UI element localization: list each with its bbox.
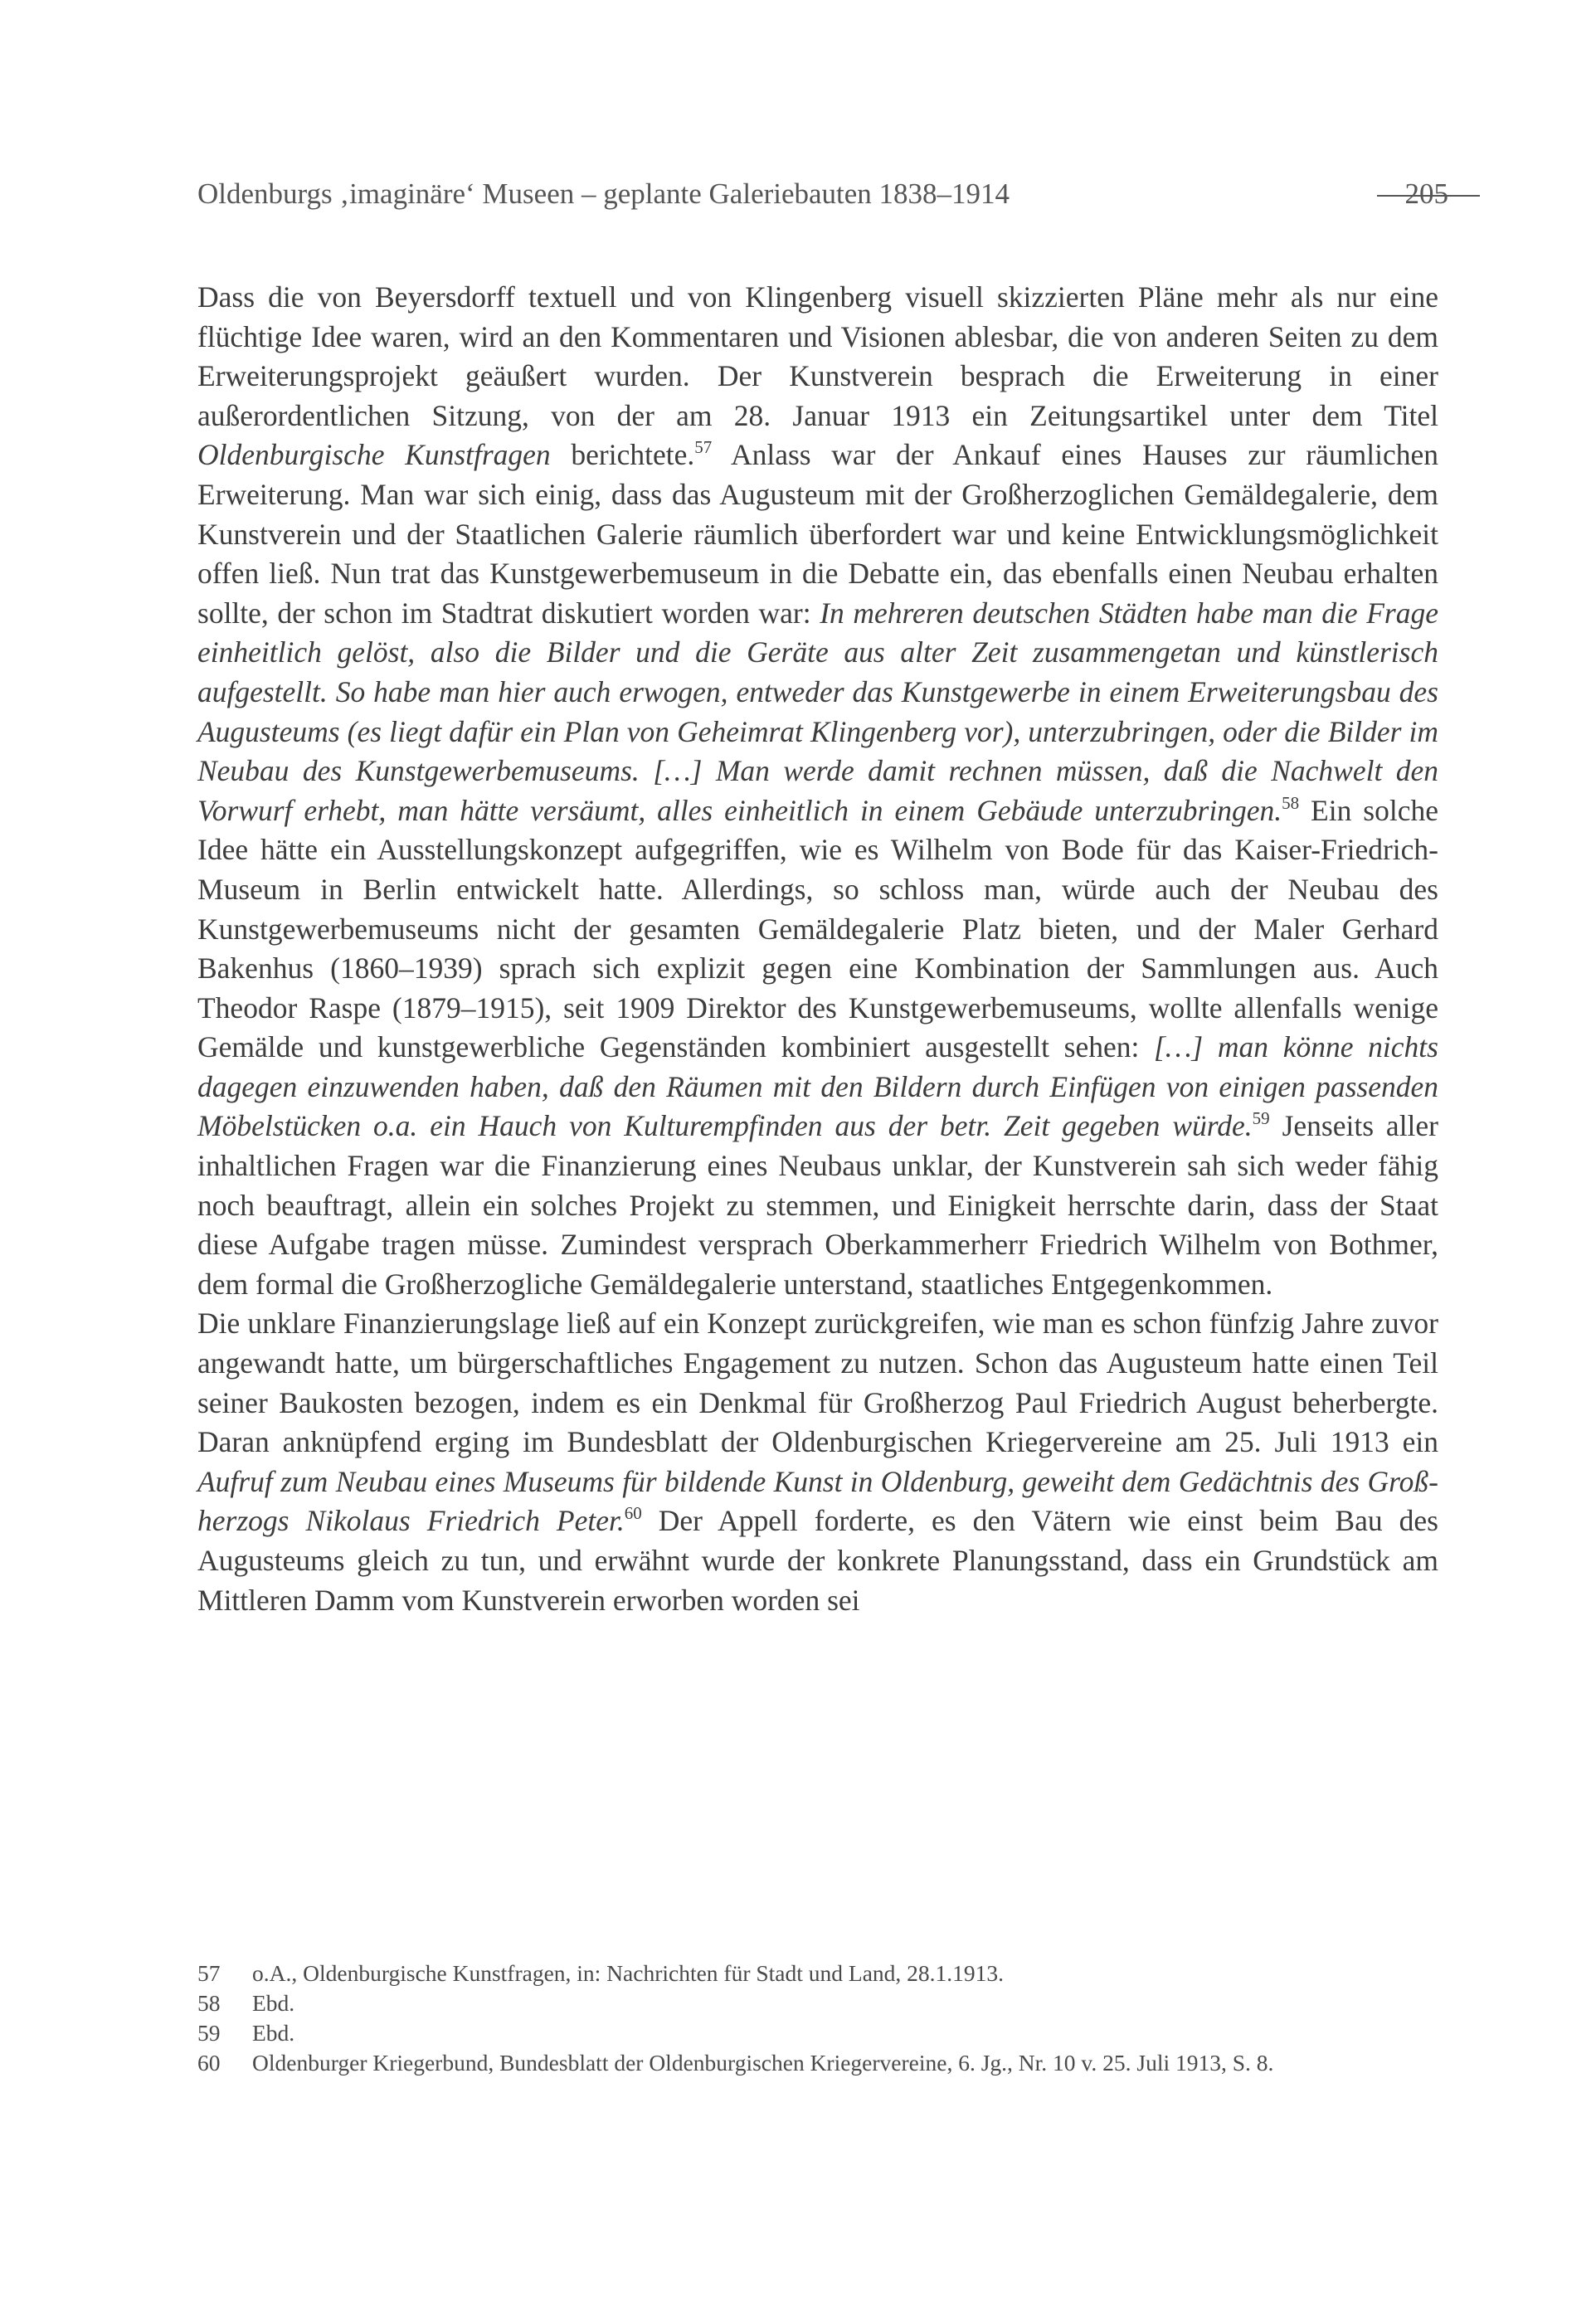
paragraph	[197, 278, 1438, 1304]
footnote-ref: 60	[624, 1503, 642, 1524]
italic-quote: In mehreren deutschen Städten habe man die Frage einheitlich gelöst, also die Bilder und die Geräte aus alter Zeit zusammengetan und künstlerisch aufgestellt. So habe man hier auch erwogen, entweder das Kunstgewerbe in einem Erweiterungsbau des Augusteums (es liegt dafür ein Plan von Geheimrat Klingenberg vor), unterzubringen, oder die Bilder im Neubau des Kunstgewerbemuseums. […] Man werde damit rechnen müssen, daß die Nachwelt den Vorwurf erhebt, man hätte versäumt, alles einheitlich in einem Gebäude unterzubringen.	[197, 596, 1438, 827]
paragraph	[197, 1304, 1438, 1620]
text-run: Die unklare Finanzierungslage ließ auf ein Konzept zurückgreifen, wie man es schon fünfzig Jahre zuvor angewandt hatte, um bürgerschaftliches Engagement zu nutzen. Schon das Augusteum hatte einen Teil seiner Baukosten bezogen, indem es ein Denkmal für Großherzog Paul Friedrich August beherbergte. Daran anknüpfend erging im Bundesblatt der Oldenburgischen Kriegervereine am 25. Juli 1913 ein	[197, 1307, 1438, 1459]
running-header-title: Oldenburgs ‚imaginäre‘ Museen – geplante Galeriebauten 1838–1914	[197, 178, 1010, 210]
text-run: Ein solche Idee hätte ein Ausstellungskonzept aufgegriffen, wie es Wilhelm von Bode für das Kaiser-Friedrich-Museum in Berlin entwickelt hatte. Allerdings, so schloss man, würde auch der Neubau des Kunstgewerbemuseums nicht der gesamten Gemäldegalerie Platz bieten, und der Maler Gerhard Bakenhus (1860–1939) sprach sich explizit gegen eine Kombination der Sammlungen aus. Auch Theodor Raspe (1879–1915), seit 1909 Direktor des Kunstgewerbemuseums, wollte allenfalls wenige Gemälde und kunstgewerbliche Gegenständen kombiniert ausgestellt sehen:	[197, 793, 1438, 1064]
footnote	[197, 1988, 1438, 2018]
text-run: Jenseits aller inhaltlichen Fragen war die Finanzierung eines Neubaus unklar, der Kunstverein sah sich weder fähig noch beauftragt, allein ein solches Projekt zu stemmen, und Einigkeit herrschte darin, dass der Staat diese Aufgabe tragen müsse. Zumindest versprach Oberkammerherr Friedrich Wilhelm von Bothmer, dem formal die Großherzogliche Gemäldegalerie unterstand, staatliches Entgegenkommen.	[197, 1109, 1438, 1301]
footnote-ref: 57	[694, 437, 713, 458]
footnote-ref: 59	[1252, 1108, 1270, 1129]
page-number: 205	[1404, 178, 1448, 210]
text-run: berichtete.	[550, 438, 695, 472]
footnote-text: Oldenburger Kriegerbund, Bundesblatt der Oldenburgischen Kriegervereine, 6. Jg., Nr. 10 v. 25. Juli 1913, S. 8.	[252, 2050, 1274, 2076]
italic-title: Aufruf zum Neubau eines Museums für bildende Kunst in Oldenburg, geweiht dem Gedächtnis des Großherzogs Nikolaus Friedrich Peter.	[197, 1464, 1438, 1538]
italic-title: Oldenburgische Kunstfragen	[197, 438, 551, 472]
text-run: Der Appell forderte, es den Vätern wie einst beim Bau des Augusteums gleich zu tun, und erwähnt wurde der konkrete Planungsstand, dass ein Grundstück am Mittleren Damm vom Kunstverein erworben worden sei	[197, 1504, 1438, 1617]
italic-quote: […] man könne nichts dagegen einzuwenden haben, daß den Räumen mit den Bildern durch Einfügen von einigen passenden Möbelstücken o.a. ein Hauch von Kulturempfinden aus der betr. Zeit gegeben würde.	[197, 1030, 1438, 1143]
text-run: Anlass war der Ankauf eines Hauses zur räumlichen Erweiterung. Man war sich einig, dass das Augusteum mit der Großherzoglichen Gemäldegalerie, dem Kunstverein und der Staatlichen Galerie räumlich überfordert war und keine Entwicklungsmöglichkeit offen ließ. Nun trat das Kunstgewerbemuseum in die Debatte ein, das ebenfalls einen Neubau erhalten sollte, der schon im Stadtrat diskutiert worden war:	[197, 438, 1438, 630]
footnote	[197, 1959, 1438, 1988]
footnote-text: o.A., Oldenburgische Kunstfragen, in: Nachrichten für Stadt und Land, 28.1.1913.	[252, 1960, 1005, 1986]
footnote-number: 58	[197, 1990, 221, 2016]
text-run: Dass die von Beyersdorff textuell und von Klingenberg visuell skizzierten Pläne mehr als nur eine flüchtige Idee waren, wird an den Kommentaren und Visionen ablesbar, die von anderen Seiten zu dem Erweiterungsprojekt geäußert wurden. Der Kunstverein besprach die Erweiterung in einer außerordentlichen Sitzung, von der am 28. Januar 1913 ein Zeitungsartikel unter dem Titel	[197, 280, 1438, 432]
footnote-ref: 58	[1282, 792, 1300, 813]
main-text	[197, 278, 1438, 1620]
footnote-number: 57	[197, 1960, 221, 1986]
footnote-number: 59	[197, 2020, 221, 2046]
running-header	[197, 173, 1448, 216]
footnote-text: Ebd.	[252, 1990, 295, 2016]
footnote	[197, 2018, 1438, 2048]
footnote-text: Ebd.	[252, 2020, 295, 2046]
footnote-number: 60	[197, 2050, 221, 2076]
footnotes	[197, 1959, 1438, 2078]
footnote	[197, 2048, 1438, 2078]
